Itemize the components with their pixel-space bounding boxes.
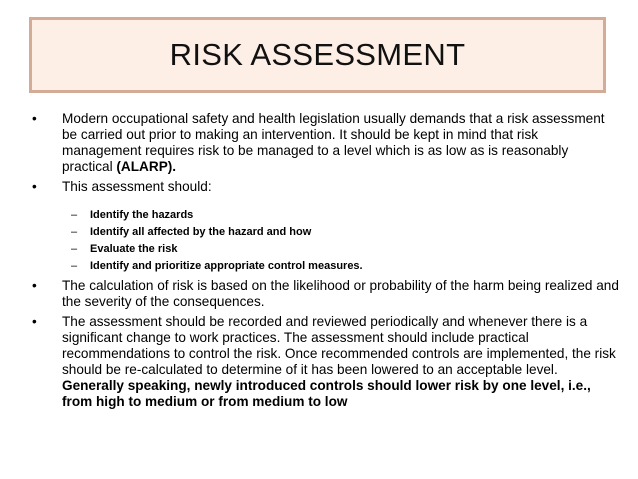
bullet-text: Modern occupational safety and health legislation usually demands that a risk assessment be carried out prior to making an intervention. It should be kept in mind that risk management requires risk to be managed to a level which is as low as is reasonably practical [62,111,605,174]
dash: – [71,260,78,272]
bullet-dot: • [32,278,37,293]
bullet-item [29,314,619,410]
bullet-bold-text: (ALARP). [116,159,177,174]
bullet-text: This assessment should: [62,179,212,194]
sub-item [29,241,619,258]
sub-item-text: Identify and prioritize appropriate control measures. [90,260,363,272]
bullet-dot: • [32,314,37,329]
sub-list [29,207,619,275]
sub-item [29,258,619,275]
sub-item-text: Evaluate the risk [90,243,178,255]
sub-item-text: Identify all affected by the hazard and how [90,226,312,238]
bullet-text: The calculation of risk is based on the likelihood or probability of the harm being realized and the severity of the consequences. [62,278,619,309]
bullet-dot: • [32,111,37,126]
dash: – [71,226,78,238]
sub-item-text: Identify the hazards [90,209,194,221]
bullet-item [29,179,619,195]
sub-item [29,224,619,241]
title-box [29,17,606,93]
bullet-bold-text: Generally speaking, newly introduced controls should lower risk by one level, i.e., from high to medium or from medium to low [62,378,591,409]
slide-body [29,111,619,414]
dash: – [71,243,78,255]
bullet-item [29,278,619,310]
bullet-dot: • [32,179,37,194]
bullet-text: The assessment should be recorded and reviewed periodically and whenever there is a significant change to work practices. The assessment should include practical recommendations to control the risk. Once recommended controls are implemented, the risk should be re-calculated to determine of it has been lowered to an acceptable level. [62,314,616,377]
bullet-item [29,111,619,175]
dash: – [71,209,78,221]
slide-title: RISK ASSESSMENT [169,37,466,72]
sub-item [29,207,619,224]
